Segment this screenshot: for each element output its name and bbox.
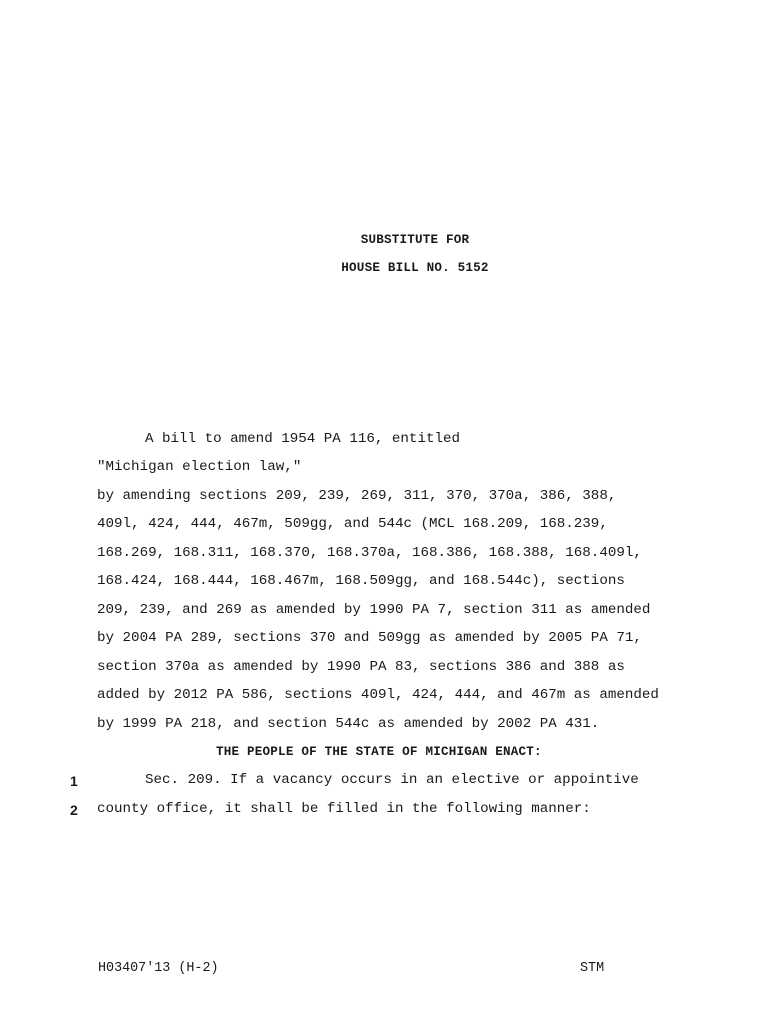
title-line: by amending sections 209, 239, 269, 311, 370, 370a, 386, 388, <box>97 488 617 504</box>
title-line: 409l, 424, 444, 467m, 509gg, and 544c (MCL 168.209, 168.239, <box>97 516 608 532</box>
title-line: A bill to amend 1954 PA 116, entitled <box>145 431 461 447</box>
document-heading-line-1: SUBSTITUTE FOR <box>360 233 470 247</box>
title-line: "Michigan election law," <box>97 459 302 475</box>
body-line: county office, it shall be filled in the following manner: <box>97 801 591 817</box>
line-number: 1 <box>70 773 78 789</box>
document-heading-line-2: HOUSE BILL NO. 5152 <box>341 261 489 275</box>
enacting-clause: THE PEOPLE OF THE STATE OF MICHIGAN ENACT: <box>216 745 542 759</box>
title-line: 168.269, 168.311, 168.370, 168.370a, 168.386, 168.388, 168.409l, <box>97 545 642 561</box>
body-line: Sec. 209. If a vacancy occurs in an elective or appointive <box>145 772 639 788</box>
title-line: by 1999 PA 218, and section 544c as amended by 2002 PA 431. <box>97 716 600 732</box>
footer-document-id: H03407'13 (H-2) <box>98 961 219 976</box>
title-line: section 370a as amended by 1990 PA 83, sections 386 and 388 as <box>97 659 625 675</box>
title-line: 209, 239, and 269 as amended by 1990 PA 7, section 311 as amended <box>97 602 651 618</box>
title-line: 168.424, 168.444, 168.467m, 168.509gg, and 168.544c), sections <box>97 573 625 589</box>
line-number: 2 <box>70 802 78 818</box>
title-line: added by 2012 PA 586, sections 409l, 424, 444, and 467m as amended <box>97 687 659 703</box>
title-line: by 2004 PA 289, sections 370 and 509gg as amended by 2005 PA 71, <box>97 630 642 646</box>
footer-drafter-initials: STM <box>580 961 605 976</box>
